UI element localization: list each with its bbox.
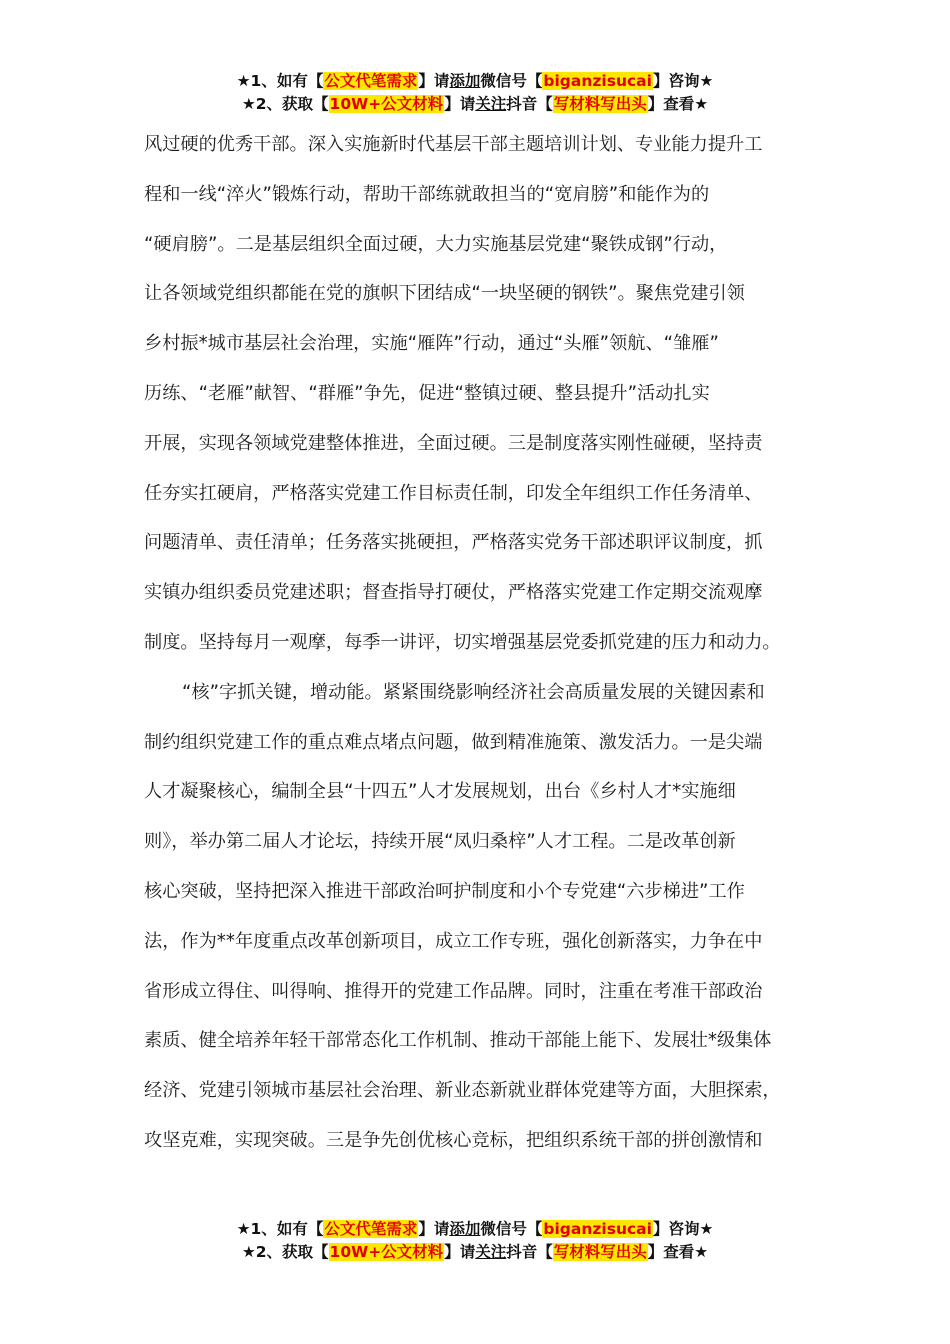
text-line: 历练、“老雁”献智、“群雁”争先，促进“整镇过硬、整县提升”活动扎实 <box>144 382 710 404</box>
banner-text: 】请 <box>444 95 476 113</box>
text-line: 程和一线“淬火”锻炼行动，帮助干部练就敢担当的“宽肩膀”和能作为的 <box>144 183 710 205</box>
text-line: 制度。坚持每月一观摩，每季一讲评，切实增强基层党委抓党建的压力和动力。 <box>144 631 781 653</box>
underlined-text: 添加 <box>449 72 481 90</box>
header-banner <box>0 70 950 116</box>
banner-text: 】咨询★ <box>652 1220 714 1238</box>
highlight-text: 公文代笔需求 <box>324 72 418 90</box>
banner-text: 】咨询★ <box>652 72 714 90</box>
text-line: 实镇办组织委员党建述职；督查指导打硬仗，严格落实党建工作定期交流观摩 <box>144 582 763 604</box>
text-line: 则》，举办第二届人才论坛，持续开展“凤归桑梓”人才工程。二是改革创新 <box>144 831 736 853</box>
text-line: 乡村振*城市基层社会治理，实施“雁阵”行动，通过“头雁”领航、“雏雁” <box>144 333 719 355</box>
text-line: 经济、党建引领城市基层社会治理、新业态新就业群体党建等方面，大胆探索， <box>144 1080 781 1102</box>
text-line: 人才凝聚核心，编制全县“十四五”人才发展规划，出台《乡村人才*实施细 <box>144 781 736 803</box>
banner-text: 】请 <box>444 1243 476 1261</box>
text-line: 让各领域党组织都能在党的旗帜下团结成“一块坚硬的钢铁”。聚焦党建引领 <box>144 283 745 305</box>
paragraph-start-line: “核”字抓关键，增动能。紧紧围绕影响经济社会高质量发展的关键因素和 <box>182 681 765 703</box>
banner-text: ★2、获取【 <box>241 1243 329 1261</box>
document-body <box>144 120 814 1166</box>
banner-text: ★1、如有【 <box>236 1220 324 1238</box>
banner-text: 微信号【 <box>480 1220 543 1238</box>
text-line: 核心突破，坚持把深入推进干部政治呵护制度和小个专党建“六步梯进”工作 <box>144 880 745 902</box>
banner-text: 】查看★ <box>647 95 709 113</box>
highlight-text: 10W+公文材料 <box>329 95 444 113</box>
text-line: 开展，实现各领域党建整体推进，全面过硬。三是制度落实刚性碰硬，坚持责 <box>144 432 763 454</box>
banner-line-2 <box>0 93 950 116</box>
text-line: 任夯实扛硬肩，严格落实党建工作目标责任制，印发全年组织工作任务清单、 <box>144 482 763 504</box>
text-line: 省形成立得住、叫得响、推得开的党建工作品牌。同时，注重在考准干部政治 <box>144 980 763 1002</box>
text-line: 风过硬的优秀干部。深入实施新时代基层干部主题培训计划、专业能力提升工 <box>144 134 763 155</box>
underlined-text: 关注 <box>475 95 507 113</box>
highlight-text: 公文代笔需求 <box>324 1220 418 1238</box>
banner-text: ★2、获取【 <box>241 95 329 113</box>
text-line: 制约组织党建工作的重点难点堵点问题，做到精准施策、激发活力。一是尖端 <box>144 731 763 753</box>
highlight-text: 10W+公文材料 <box>329 1243 444 1261</box>
text-line: “硬肩膀”。二是基层组织全面过硬，大力实施基层党建“聚铁成钢”行动， <box>144 233 728 255</box>
banner-text: 抖音【 <box>506 1243 553 1261</box>
banner-line-1 <box>0 70 950 93</box>
text-line: 素质、健全培养年轻干部常态化工作机制、推动干部能上能下、发展壮*级集体 <box>144 1030 772 1052</box>
underlined-text: 添加 <box>449 1220 481 1238</box>
text-line: 问题清单、责任清单；任务落实挑硬担，严格落实党务干部述职评议制度，抓 <box>144 532 763 554</box>
banner-text: 】请 <box>418 72 450 90</box>
banner-text: 】请 <box>418 1220 450 1238</box>
highlight-text: biganzisucai <box>543 72 652 90</box>
text-line: 攻坚克难，实现突破。三是争先创优核心竞标，把组织系统干部的拼创激情和 <box>144 1129 763 1151</box>
banner-text: ★1、如有【 <box>236 72 324 90</box>
highlight-text: 写材料写出头 <box>553 1243 647 1261</box>
text-line: 法，作为**年度重点改革创新项目，成立工作专班，强化创新落实，力争在中 <box>144 930 763 952</box>
footer-banner <box>0 1218 950 1264</box>
banner-text: 微信号【 <box>480 72 543 90</box>
highlight-text: 写材料写出头 <box>553 95 647 113</box>
banner-text: 】查看★ <box>647 1243 709 1261</box>
banner-text: 抖音【 <box>506 95 553 113</box>
highlight-text: biganzisucai <box>543 1220 652 1238</box>
underlined-text: 关注 <box>475 1243 507 1261</box>
banner-line-1 <box>0 1218 950 1241</box>
banner-line-2 <box>0 1241 950 1264</box>
